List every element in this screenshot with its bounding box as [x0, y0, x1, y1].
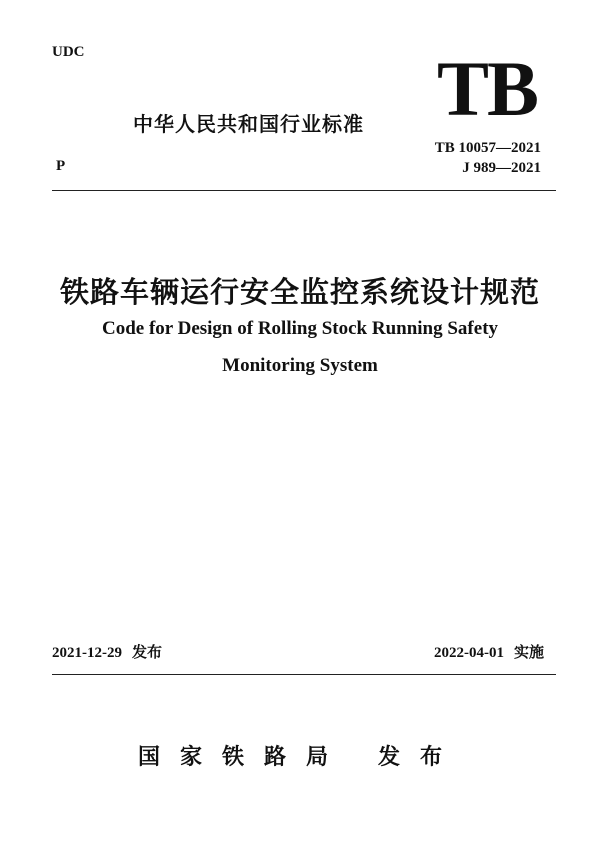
udc-label: UDC — [52, 44, 85, 60]
standard-code: TB 10057—2021 — [434, 140, 541, 156]
title-chinese: 铁路车辆运行安全监控系统设计规范 — [59, 275, 540, 309]
publisher-action: 发布 — [378, 745, 463, 770]
classification: P — [56, 158, 66, 174]
issue-date: 2021-12-29 — [52, 645, 122, 661]
issue-info — [52, 641, 162, 662]
bottom-divider — [52, 674, 556, 675]
issue-label: 发布 — [132, 643, 163, 661]
title-english-line2: Monitoring System — [222, 355, 378, 376]
implement-info — [434, 641, 544, 662]
top-divider — [52, 190, 556, 191]
publisher — [0, 740, 600, 771]
implement-date: 2022-04-01 — [433, 645, 504, 661]
standard-type: 中华人民共和国行业标准 — [133, 112, 364, 136]
record-code: J 989—2021 — [462, 160, 541, 176]
tb-logo: TB — [437, 45, 538, 132]
publisher-organization: 国家铁路局 — [137, 745, 348, 770]
implement-label: 实施 — [513, 643, 544, 661]
title-english-line1: Code for Design of Rolling Stock Running Safety — [101, 318, 499, 339]
